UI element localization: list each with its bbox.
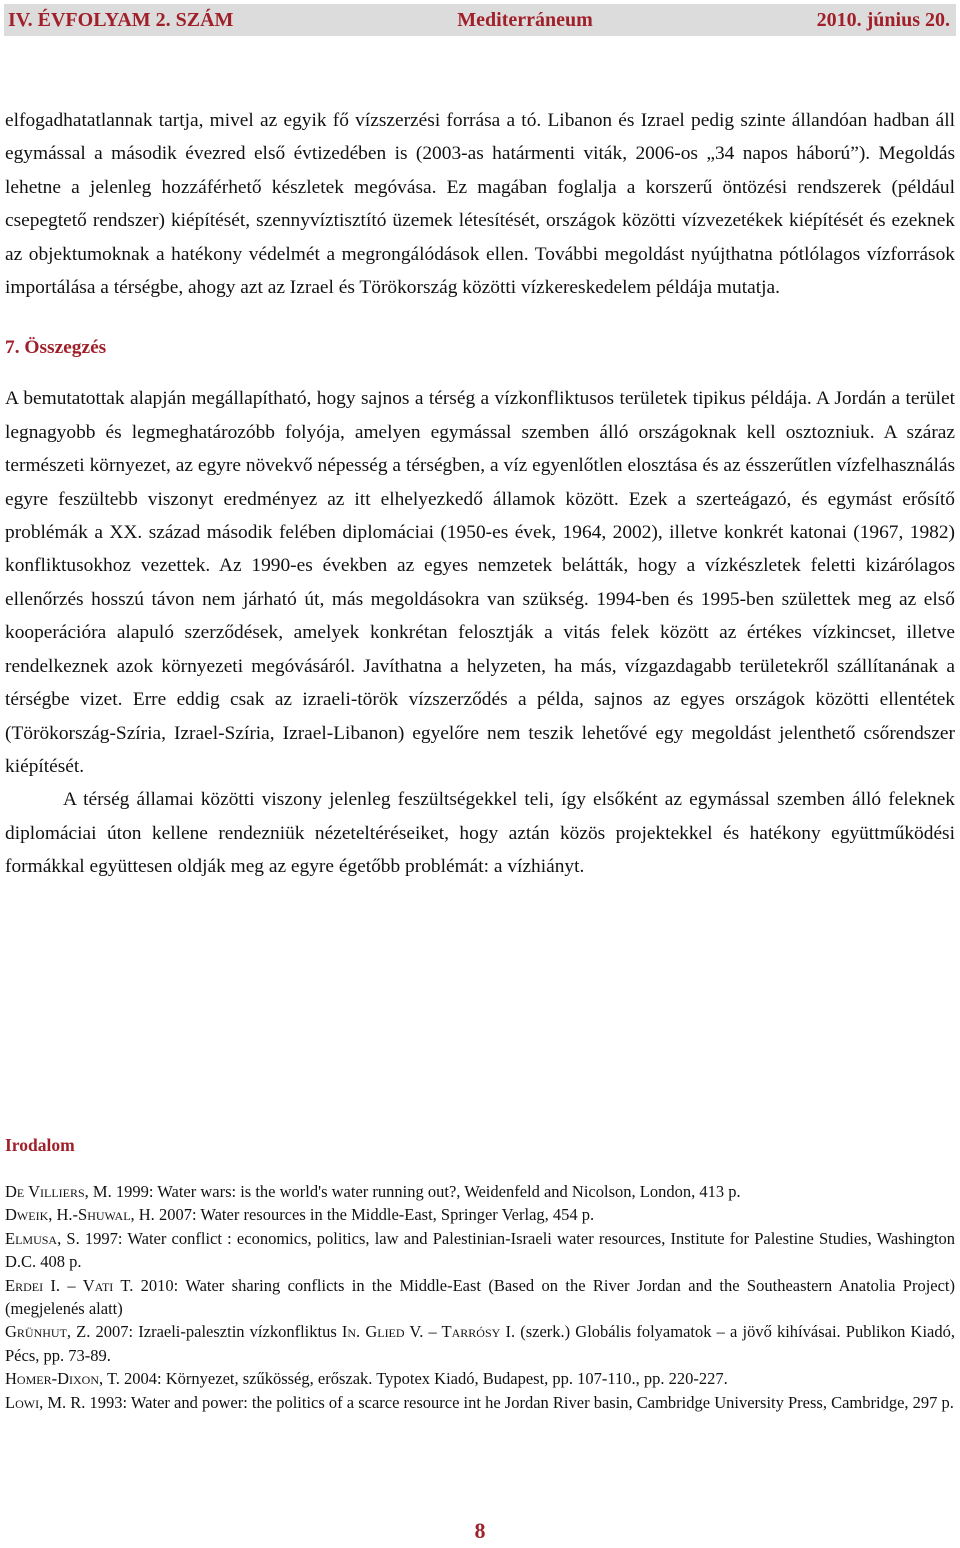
reference-item bbox=[5, 1274, 955, 1321]
references-heading: Irodalom bbox=[5, 1135, 75, 1155]
section-heading: 7. Összegzés bbox=[5, 337, 107, 359]
reference-author: Homer-Dixon, T. bbox=[5, 1369, 120, 1389]
reference-list bbox=[5, 1180, 955, 1414]
reference-item bbox=[5, 1227, 955, 1274]
reference-item bbox=[5, 1203, 955, 1226]
header-date: 2010. június 20. bbox=[816, 8, 950, 31]
reference-text: (szerk.) Globális folyamatok – a jövő kihívásai. Publikon Kiadó, Pécs, pp. 73-89. bbox=[5, 1322, 955, 1365]
reference-author: Lowi, M. R. bbox=[5, 1392, 86, 1412]
header-volume: IV. ÉVFOLYAM 2. SZÁM bbox=[8, 8, 234, 31]
body-paragraph: elfogadhatatlannak tartja, mivel az egyik fő vízszerzési forrása a tó. Libanon és Izrael pedig szinte állandóan hadban áll egymással a második évezred első évtizedében is (2003-as határmenti viták, 2006-os „34 napos háború”). Megoldás lehetne a jelenleg hozzáférhető készletek megóvása. Ez magában foglalja a korszerű öntözési rendszerek (például csepegtető rendszer) kiépítését, szennyvíztisztító üzemek létesítését, országok közötti vízvezetékek kiépítését és ezeknek az objektumoknak a hatékony védelmét a megrongálódások ellen. További megoldást nyújthatna pótlólagos vízforrások importálása a térségbe, ahogy azt az Izrael és Törökország közötti vízkereskedelem példája mutatja. bbox=[5, 110, 955, 299]
reference-author: Grünhut, Z. bbox=[5, 1322, 91, 1342]
reference-text: 2004: Környezet, szűkösség, erőszak. Typotex Kiadó, Budapest, pp. 107-110., pp. 220-227. bbox=[119, 1369, 728, 1389]
page-number: 8 bbox=[474, 1518, 486, 1543]
reference-item bbox=[5, 1320, 955, 1367]
reference-author: Dweik, H.-Shuwal, H. bbox=[5, 1205, 155, 1225]
body-paragraph: A térség államai közötti viszony jelenleg feszültségekkel teli, így elsőként az egymással szemben álló feleknek diplomáciai úton kellene rendezniük nézeteltéréseiket, hogy aztán közös projektekkel és hatékony együttműködési formákkal együttesen oldják meg az egyre égetőbb problémát: a vízhiányt. bbox=[5, 789, 955, 878]
body-paragraph: A bemutatottak alapján megállapítható, hogy sajnos a térség a vízkonfliktusos területek tipikus példája. A Jordán a terület legnagyobb és legmeghatározóbb folyója, amelyen egymással szemben álló országoknak kell osztozniuk. A száraz természeti környezet, az egyre növekvő népesség a térségben, a víz egyenlőtlen elosztása és az ésszerűtlen vízfelhasználás egyre feszültebb viszonyt eredményez az itt elhelyezkedő államok között. Ezek a szerteágazó, és egymást erősítő problémák a XX. század második felében diplomáciai (1950-es évek, 1964, 2002), illetve konkrét katonai (1967, 1982) konfliktusokhoz vezettek. Az 1990-es években az egyes nemzetek belátták, hogy a vízkészletek feletti kizárólagos ellenőrzés hosszú távon nem járható út, más megoldásokra van szükség. 1994-ben és 1995-ben születtek meg az első kooperációra alapuló szerződések, amelyek konkrétan felosztják a vitás felek között az értékes vízkincset, illetve rendelkeznek azok környezeti megóvásáról. Javíthatna a helyzeten, ha más, vízgazdagabb területekről szállítanának a térségbe vizet. Erre eddig csak az izraeli-török vízszerződés a példa, sajnos az egyes országok közötti ellentétek (Törökország-Szíria, Izrael-Szíria, Izrael-Libanon) egyelőre nem teszik lehetővé egy megoldást jelenthető csőrendszer kiépítését. bbox=[5, 388, 955, 777]
header-journal: Mediterráneum bbox=[457, 8, 593, 31]
reference-text: 1993: Water and power: the politics of a scarce resource int he Jordan River basin, Cambridge University Press, Cambridge, 297 p. bbox=[85, 1392, 954, 1412]
reference-item bbox=[5, 1180, 955, 1203]
reference-author: Elmusa, S. bbox=[5, 1228, 80, 1248]
main-content bbox=[5, 104, 955, 884]
reference-item bbox=[5, 1367, 955, 1390]
reference-text: 1997: Water conflict : economics, politics, law and Palestinian-Israeli water resources, Institute for Palestine Studies, Washington D.C. 408 p. bbox=[5, 1228, 956, 1272]
reference-item bbox=[5, 1391, 955, 1414]
reference-editors: In. Glied V. – Tarrósy I. bbox=[341, 1322, 516, 1342]
reference-text: 1999: Water wars: is the world's water running out?, Weidenfeld and Nicolson, London, 413 p. bbox=[111, 1182, 741, 1201]
reference-text: 2007: Izraeli-palesztin vízkonfliktus bbox=[90, 1322, 342, 1342]
reference-text: 2010: Water sharing conflicts in the Middle-East (Based on the River Jordan and the Southeastern Anatolia Project) (megjelenés alatt) bbox=[5, 1275, 956, 1319]
reference-author: De Villiers, M. bbox=[5, 1182, 112, 1201]
reference-author: Erdei I. – Vati T. bbox=[5, 1275, 134, 1295]
reference-text: 2007: Water resources in the Middle-East, Springer Verlag, 454 p. bbox=[154, 1205, 595, 1225]
running-header bbox=[4, 4, 956, 36]
